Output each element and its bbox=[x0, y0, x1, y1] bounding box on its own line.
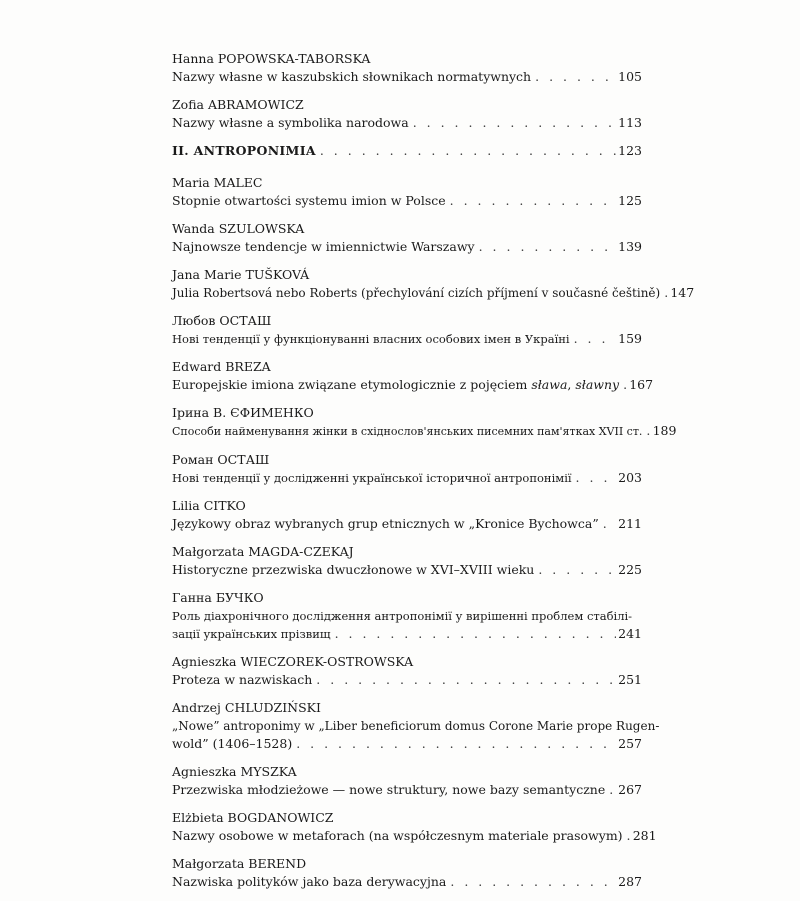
entry-author: Hanna POPOWSKA-TABORSKA bbox=[172, 51, 371, 66]
entry-title: Przezwiska młodzieżowe — nowe struktury, nowe bazy semantyczne bbox=[172, 782, 606, 797]
entry-page: 267 bbox=[618, 782, 642, 797]
entry-page: 125 bbox=[618, 193, 642, 208]
entry-page: 225 bbox=[618, 562, 642, 577]
entry-title: Julia Robertsová nebo Roberts (přechylování cizích příjmení v současné češtině) bbox=[172, 286, 661, 300]
entry-title: Historyczne przezwiska dwuczłonowe w XVI–XVIII wieku bbox=[172, 562, 535, 577]
entry-line bbox=[172, 515, 642, 533]
entry-title-part: Europejskie imiona związane etymologicznie z pojęciem bbox=[172, 377, 532, 392]
entry-page: 203 bbox=[618, 470, 642, 485]
entry-page: 123 bbox=[618, 143, 642, 158]
entry-title bbox=[172, 376, 619, 394]
entry-author: Małgorzata BEREND bbox=[172, 856, 307, 871]
dot-leader bbox=[312, 671, 616, 689]
entry-title-part: , bbox=[567, 377, 576, 392]
entry-page: 251 bbox=[618, 672, 642, 687]
dot-leader bbox=[642, 422, 650, 440]
entry-line bbox=[172, 469, 642, 487]
toc-entry bbox=[172, 220, 642, 256]
dot-leader bbox=[531, 68, 616, 86]
dot-leader bbox=[292, 735, 616, 753]
entry-line bbox=[172, 781, 642, 799]
dot-leader bbox=[570, 330, 616, 348]
entry-title: Nazwy własne w kaszubskich słownikach normatywnych bbox=[172, 69, 532, 84]
entry-line bbox=[172, 238, 642, 256]
entry-title: Proteza w nazwiskach bbox=[172, 672, 313, 687]
entry-author: Роман ОСТАШ bbox=[172, 452, 270, 467]
entry-line bbox=[172, 735, 642, 753]
entry-title: Нові тенденції у дослідженні української історичної антропонімії bbox=[172, 471, 572, 485]
dot-leader bbox=[619, 376, 627, 394]
toc-entry bbox=[172, 589, 642, 643]
entry-page: 281 bbox=[632, 828, 657, 843]
section-heading bbox=[172, 142, 642, 160]
entry-author: Zofia ABRAMOWICZ bbox=[172, 97, 304, 112]
entry-title: Нові тенденції у функціонуванні власних особових імен в Україні bbox=[172, 332, 570, 346]
entry-line bbox=[172, 376, 654, 394]
entry-line bbox=[172, 114, 642, 132]
toc-entry bbox=[172, 358, 654, 394]
entry-author: Agnieszka WIECZOREK-OSTROWSKA bbox=[172, 654, 414, 669]
dot-leader bbox=[446, 192, 616, 210]
toc-entry bbox=[172, 653, 642, 689]
entry-title-line1: „Nowe” antroponimy w „Liber beneficiorum domus Corone Marie prope Rugen- bbox=[172, 719, 660, 733]
entry-author: Agnieszka MYSZKA bbox=[172, 764, 297, 779]
entry-title-line1: Роль діахронічного дослідження антропонімії у вирішенні проблем стабілі- bbox=[172, 609, 633, 623]
toc-entry bbox=[172, 96, 642, 132]
dot-leader bbox=[572, 469, 616, 487]
toc-entry bbox=[172, 174, 642, 210]
toc-entry bbox=[172, 809, 657, 845]
entry-author: Elżbieta BOGDANOWICZ bbox=[172, 810, 334, 825]
toc-entry bbox=[172, 451, 642, 487]
entry-author: Edward BREZA bbox=[172, 359, 271, 374]
toc-entry bbox=[172, 404, 677, 441]
dot-leader bbox=[409, 114, 616, 132]
entry-line bbox=[172, 873, 642, 891]
dot-leader bbox=[623, 827, 631, 845]
entry-title: Najnowsze tendencje w imiennictwie Warszawy bbox=[172, 239, 475, 254]
entry-page: 159 bbox=[618, 331, 642, 346]
entry-page: 211 bbox=[618, 516, 642, 531]
entry-title-italic: sława bbox=[531, 377, 568, 392]
entry-author: Любов ОСТАШ bbox=[172, 313, 272, 328]
entry-author: Andrzej CHLUDZIŃSKI bbox=[172, 700, 321, 715]
toc-entry bbox=[172, 763, 642, 799]
toc-entry bbox=[172, 497, 642, 533]
entry-title: Способи найменування жінки в східнослов'янських писемних пам'ятках XVII ст. bbox=[172, 425, 643, 438]
section-title: II. ANTROPONIMIA bbox=[172, 143, 316, 158]
entry-page: 105 bbox=[618, 69, 642, 84]
entry-author: Małgorzata MAGDA-CZEKAJ bbox=[172, 544, 354, 559]
dot-leader bbox=[534, 561, 616, 579]
entry-author: Maria MALEC bbox=[172, 175, 263, 190]
dot-leader bbox=[316, 142, 616, 160]
entry-line bbox=[172, 422, 677, 441]
entry-page: 189 bbox=[652, 423, 677, 438]
dot-leader bbox=[599, 515, 616, 533]
toc-entry bbox=[172, 312, 642, 348]
entry-line bbox=[172, 827, 657, 845]
entry-page: 241 bbox=[618, 626, 642, 641]
entry-page: 167 bbox=[629, 377, 654, 392]
toc-entry bbox=[172, 855, 642, 891]
entry-line bbox=[172, 671, 642, 689]
entry-line bbox=[172, 192, 642, 210]
entry-line bbox=[172, 561, 642, 579]
entry-page: 257 bbox=[618, 736, 642, 751]
entry-author: Ірина В. ЄФИМЕНКО bbox=[172, 405, 314, 420]
entry-title: Językowy obraz wybranych grup etnicznych w „Kronice Bychowca” bbox=[172, 516, 599, 531]
entry-author: Lilia CITKO bbox=[172, 498, 246, 513]
entry-title: Nazwiska polityków jako baza derywacyjna bbox=[172, 874, 447, 889]
entry-page: 113 bbox=[618, 115, 642, 130]
entry-title: зації українських прізвищ bbox=[172, 627, 331, 641]
table-of-contents bbox=[172, 50, 695, 901]
entry-author: Jana Marie TUŠKOVÁ bbox=[172, 267, 310, 282]
entry-title: Nazwy własne a symbolika narodowa bbox=[172, 115, 409, 130]
entry-title: wold” (1406–1528) bbox=[172, 736, 293, 751]
entry-line bbox=[172, 142, 642, 160]
entry-line bbox=[172, 68, 642, 86]
entry-page: 147 bbox=[670, 285, 695, 300]
entry-page: 139 bbox=[618, 239, 642, 254]
entry-line bbox=[172, 284, 695, 302]
entry-title-italic: sławny bbox=[575, 377, 620, 392]
dot-leader bbox=[446, 873, 616, 891]
toc-entry bbox=[172, 50, 642, 86]
entry-page: 287 bbox=[618, 874, 642, 889]
entry-line bbox=[172, 625, 642, 643]
dot-leader bbox=[660, 284, 668, 302]
toc-entry bbox=[172, 266, 695, 302]
entry-title: Stopnie otwartości systemu imion w Polsce bbox=[172, 193, 446, 208]
entry-author: Wanda SZULOWSKA bbox=[172, 221, 305, 236]
entry-author: Ганна БУЧКО bbox=[172, 590, 264, 605]
entry-title: Nazwy osobowe w metaforach (na współczesnym materiale prasowym) bbox=[172, 828, 623, 843]
toc-entry bbox=[172, 699, 660, 753]
dot-leader bbox=[331, 625, 616, 643]
dot-leader bbox=[605, 781, 616, 799]
toc-entry bbox=[172, 543, 642, 579]
dot-leader bbox=[475, 238, 616, 256]
entry-line bbox=[172, 330, 642, 348]
